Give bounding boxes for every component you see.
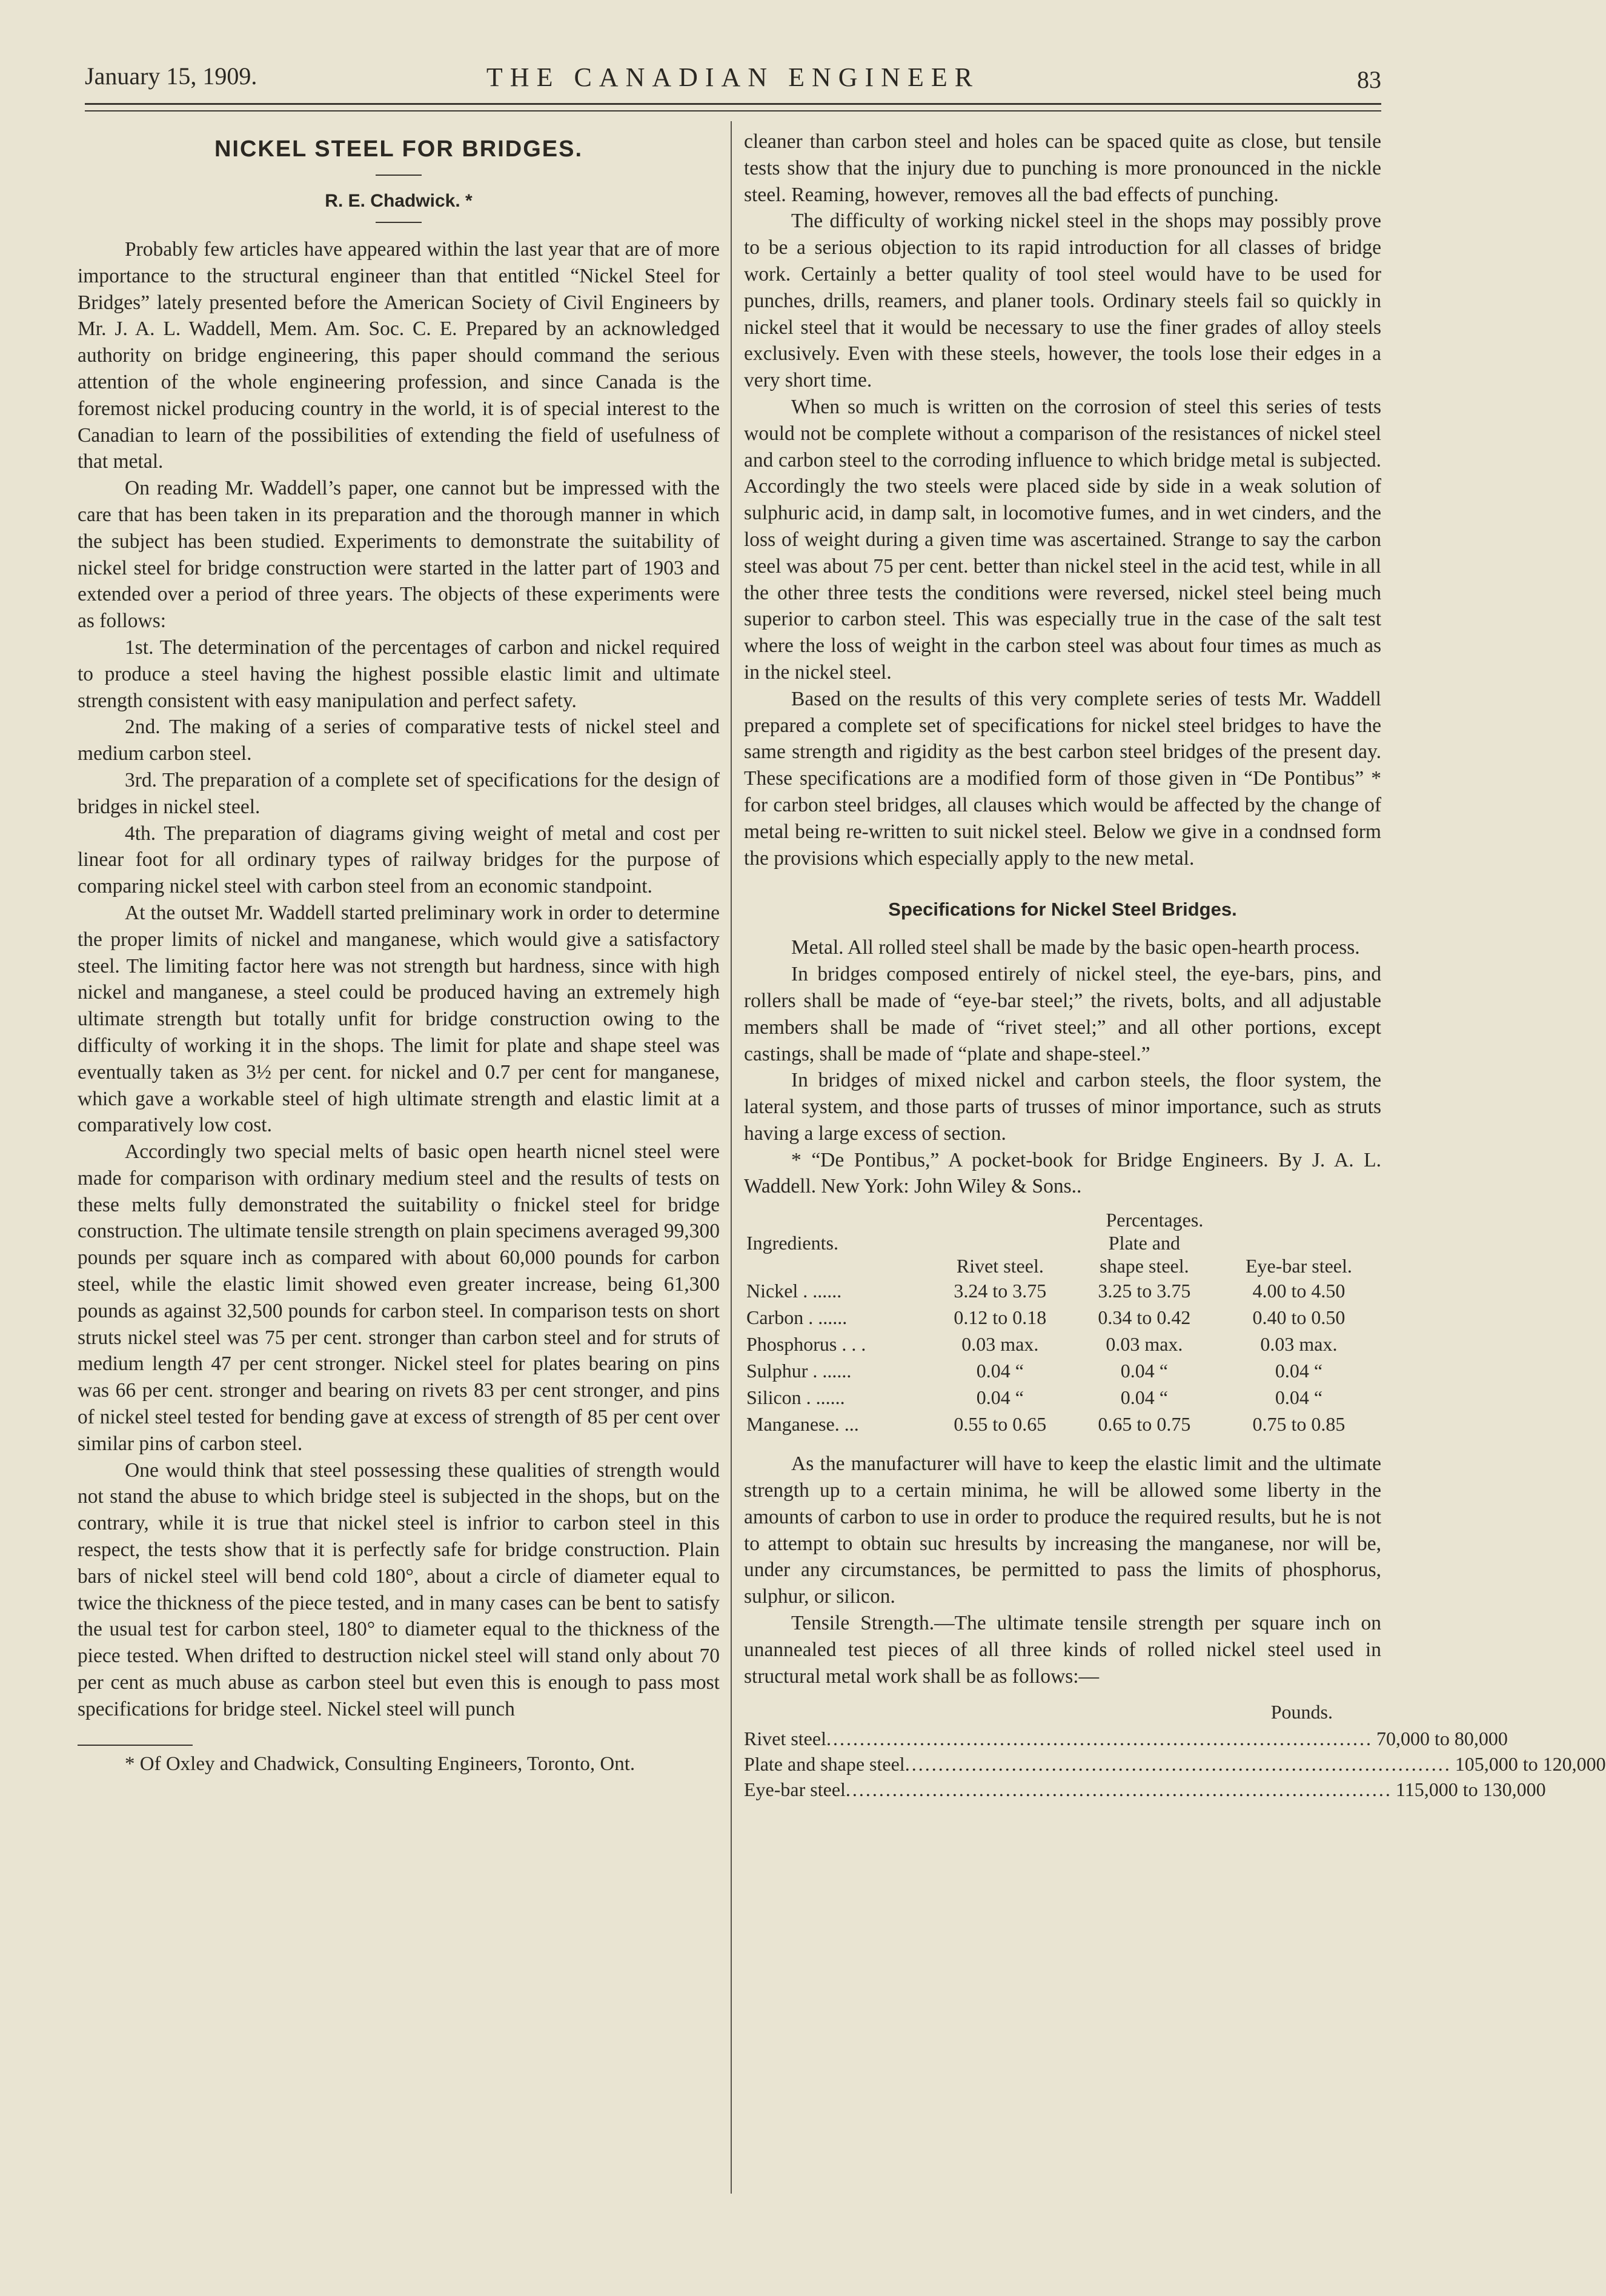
composition-table <box>744 1208 1381 1437</box>
ingredient-name: Carbon . ...... <box>746 1306 848 1329</box>
rivet-value: 0.12 to 0.18 <box>954 1306 1047 1329</box>
ingredient-name: Manganese. ... <box>746 1413 859 1436</box>
eyebar-value: 0.04 “ <box>1275 1360 1323 1382</box>
right-paragraph: Based on the results of this very complete series of tests Mr. Waddell prepared a complete set of specifications for nickel steel bridges to have the same strength and rigidity as the best carbon steel bridges of the present day. These specifications are a modified form of those given in “De Pontibus” * for carbon steel bridges, all clauses which would be affected by the change of metal being re-written to suit nickel steel. Below we give in a condnsed form the provisions which especially apply to the new metal. <box>744 687 1381 870</box>
column-divider <box>731 121 732 2194</box>
right-paragraph: cleaner than carbon steel and holes can be spaced quite as close, but tensile tests show that the injury due to punching is more pronounced in the nickle steel. Reaming, however, removes all the bad effects of punching. <box>744 130 1381 206</box>
tensile-strength-list <box>744 1698 1606 1802</box>
ingredient-name: Sulphur . ...... <box>746 1360 852 1382</box>
ingredient-name: Phosphorus . . . <box>746 1333 866 1356</box>
eyebar-value: 0.40 to 0.50 <box>1252 1306 1346 1329</box>
dot-leader: .................................................................................. <box>826 1728 1373 1750</box>
table-row <box>744 1357 1381 1384</box>
col-plate-line1: Plate and <box>1108 1232 1180 1254</box>
header-rule <box>85 103 1381 105</box>
left-paragraph: 3rd. The preparation of a complete set of specifications for the design of bridges in nickel steel. <box>78 768 720 818</box>
byline-rule <box>376 222 422 223</box>
ingredient-name: Silicon . ...... <box>746 1386 845 1409</box>
strength-range: 70,000 to 80,000 <box>1376 1728 1508 1750</box>
strength-range: 115,000 to 130,000 <box>1395 1779 1546 1801</box>
list-item <box>744 1726 1508 1751</box>
steel-kind: Plate and shape steel <box>744 1753 905 1775</box>
col-eyebar-steel: Eye-bar steel. <box>1245 1255 1352 1277</box>
plate-value: 0.65 to 0.75 <box>1098 1413 1191 1436</box>
dot-leader: .................................................................................. <box>904 1753 1452 1775</box>
table-row <box>744 1331 1381 1357</box>
spec-paragraph: Metal. All rolled steel shall be made by the basic open-hearth process. <box>791 936 1360 959</box>
col-ingredients: Ingredients. <box>746 1232 838 1254</box>
left-column <box>78 128 720 1776</box>
article-title: NICKEL STEEL FOR BRIDGES. <box>214 136 583 162</box>
specifications-heading: Specifications for Nickel Steel Bridges. <box>888 899 1237 920</box>
table-row <box>744 1384 1381 1411</box>
plate-value: 0.03 max. <box>1106 1333 1183 1356</box>
rivet-value: 0.55 to 0.65 <box>954 1413 1047 1436</box>
eyebar-value: 0.03 max. <box>1260 1333 1338 1356</box>
table-row <box>744 1411 1381 1437</box>
steel-kind: Eye-bar steel <box>744 1779 846 1801</box>
plate-value: 0.04 “ <box>1120 1360 1168 1382</box>
article-byline: R. E. Chadwick. * <box>325 191 473 211</box>
list-item <box>744 1751 1606 1777</box>
author-footnote: * Of Oxley and Chadwick, Consulting Engineers, Toronto, Ont. <box>125 1752 635 1775</box>
steel-kind: Rivet steel <box>744 1728 826 1750</box>
left-paragraph: 1st. The determination of the percentages of carbon and nickel required to produce a steel having the highest possible elastic limit and ultimate strength consistent with easy manipulation and perfect safety. <box>78 636 720 712</box>
page-header <box>85 58 1381 101</box>
spec-paragraph: As the manufacturer will have to keep the elastic limit and the ultimate strength up to a certain minima, he will be allowed some liberty in the amounts of carbon to use in order to produce the required results, but he is not to attempt to obtain suc hresults by increasing the manganese, nor will be, under any circumstances, be permitted to pass the limits of phosphorus, sulphur, or silicon. <box>744 1452 1381 1608</box>
eyebar-value: 4.00 to 4.50 <box>1252 1280 1346 1302</box>
eyebar-value: 0.04 “ <box>1275 1386 1323 1409</box>
table-row <box>744 1304 1381 1331</box>
plate-value: 0.34 to 0.42 <box>1098 1306 1191 1329</box>
col-rivet-steel: Rivet steel. <box>956 1255 1044 1277</box>
rivet-value: 0.03 max. <box>961 1333 1039 1356</box>
header-rule-thin <box>85 110 1381 111</box>
title-rule <box>376 175 422 176</box>
plate-value: 3.25 to 3.75 <box>1098 1280 1191 1302</box>
left-paragraph: Accordingly two special melts of basic open hearth nicnel steel were made for comparison with ordinary medium steel and the results of tests on these melts fully demonstrated the suitability o fnickel steel for bridge construction. The ultimate tensile strength on plain specimens averaged 99,300 pounds per square inch as compared with about 60,000 pounds for carbon steel, while the elastic limit showed even greater increase, being 61,300 pounds as against 32,500 pounds for carbon steel. In comparison tests on short struts nickel steel was 75 per cent. stronger than carbon steel and for struts of medium length 47 per cent stronger. Nickel steel for plates bearing on pins was 66 per cent. stronger and bearing on rivets 83 per cent stronger, and pins of nickel steel tested for bending gave at excess of strength of 85 per cent over similar pins of carbon steel. <box>78 1140 720 1455</box>
list-item <box>744 1777 1546 1802</box>
plate-value: 0.04 “ <box>1120 1386 1168 1409</box>
spec-paragraph: In bridges of mixed nickel and carbon steels, the floor system, the lateral system, and those parts of trusses of minor importance, such as struts having a large excess of section. <box>744 1069 1381 1145</box>
dot-leader: .................................................................................. <box>845 1779 1392 1801</box>
journal-title: THE CANADIAN ENGINEER <box>486 62 980 92</box>
pounds-header: Pounds. <box>1270 1701 1333 1723</box>
left-paragraph: At the outset Mr. Waddell started preliminary work in order to determine the proper limits of nickel and manganese, which would give a satisfactory steel. The limiting factor here was not strength but hardness, since with high nickel and manganese, a steel could be produced having an extremely high ultimate strength but totally unfit for bridge construction owing to the difficulty of working it in the shops. The limit for plate and shape steel was eventually taken as 3½ per cent. for nickel and 0.7 per cent for manganese, which gave a workable steel of high ultimate strength and elastic limit at a comparatively low cost. <box>78 901 720 1137</box>
spec-paragraph: Tensile Strength.—The ultimate tensile strength per square inch on unannealed test pieces of all three kinds of rolled nickel steel used in structural metal work shall be as follows:— <box>744 1612 1381 1688</box>
left-paragraph: 2nd. The making of a series of comparative tests of nickel steel and medium carbon steel. <box>78 716 720 765</box>
page-number: 83 <box>1357 66 1381 93</box>
eyebar-value: 0.75 to 0.85 <box>1252 1413 1346 1436</box>
rivet-value: 0.04 “ <box>976 1360 1024 1382</box>
left-paragraph: Probably few articles have appeared within the last year that are of more importance to the structural engineer than that entitled “Nickel Steel for Bridges” lately presented before the American Society of Civil Engineers by Mr. J. A. L. Waddell, Mem. Am. Soc. C. E. Prepared by an acknowledged authority on bridge engineering, this paper should command the serious attention of the whole engineering profession, and since Canada is the foremost nickel producing country in the world, it is of special interest to the Canadian to learn of the possibilities of extending the field of usefulness of that metal. <box>78 238 720 473</box>
col-plate-line2: shape steel. <box>1100 1255 1189 1277</box>
right-column <box>744 128 1606 1802</box>
left-paragraph: One would think that steel possessing these qualities of strength would not stand the abuse to which bridge steel is subjected in the shops, but on the contrary, while it is true that nickel steel is infrior to carbon steel in this respect, the tests show that it is perfectly safe for bridge construction. Plain bars of nickel steel will bend cold 180°, about a circle of diameter equal to twice the thickness of the piece tested, and in many cases can be bent to satisfy the usual test for carbon steel, 180° to diameter equal to the thickness of the piece tested. When drifted to destruction nickel steel will stand only about 70 per cent as much abuse as carbon steel but even this is enough to pass most specifications for bridge steel. Nickel steel will punch <box>78 1459 720 1720</box>
pontibus-note: * “De Pontibus,” A pocket-book for Bridge Engineers. By J. A. L. Waddell. New York: John Wiley & Sons.. <box>744 1148 1381 1198</box>
ingredient-name: Nickel . ...... <box>746 1280 842 1302</box>
right-paragraph: When so much is written on the corrosion of steel this series of tests would not be complete without a comparison of the resistances of nickel steel and carbon steel to the corroding influence to which bridge metal is subjected. Accordingly the two steels were placed side by side in a weak solution of sulphuric acid, in damp salt, in locomotive fumes, and in wet cinders, and the loss of weight during a given time was ascertained. Strange to say the carbon steel was about 75 per cent. better than nickel steel in the acid test, while in all the other three tests the conditions were reversed, nickel steel being much superior to carbon steel. This was especially true in the case of the salt test where the loss of weight in the carbon steel was about four times as much as in the nickel steel. <box>744 395 1381 684</box>
footnote-rule <box>78 1745 193 1746</box>
issue-date: January 15, 1909. <box>85 62 257 90</box>
left-paragraph: 4th. The preparation of diagrams giving weight of metal and cost per linear foot for all ordinary types of railway bridges for the purpose of comparing nickel steel with carbon steel from an economic standpoint. <box>78 822 720 898</box>
table-row <box>744 1277 1381 1304</box>
rivet-value: 0.04 “ <box>976 1386 1024 1409</box>
left-paragraph: On reading Mr. Waddell’s paper, one cannot but be impressed with the care that has been taken in its preparation and the thorough manner in which the subject has been studied. Experiments to demonstrate the suitability of nickel steel for bridge construction were started in the latter part of 1903 and extended over a period of three years. The objects of these experiments were as follows: <box>78 477 720 633</box>
rivet-value: 3.24 to 3.75 <box>954 1280 1047 1302</box>
strength-range: 105,000 to 120,000 <box>1455 1753 1606 1775</box>
right-paragraph: The difficulty of working nickel steel in the shops may possibly prove to be a serious objection to its rapid introduction for all classes of bridge work. Certainly a better quality of tool steel would have to be used for punches, drills, reamers, and planer tools. Ordinary steels fail so quickly in nickel steel that it would be necessary to use the finer grades of alloy steels exclusively. Even with these steels, however, the tools lose their edges in a very short time. <box>744 210 1381 392</box>
spec-paragraph: In bridges composed entirely of nickel steel, the eye-bars, pins, and rollers shall be made of “eye-bar steel;” the rivets, bolts, and all adjustable members shall be made of “rivet steel;” and all other portions, except castings, shall be made of “plate and shape-steel.” <box>744 963 1381 1065</box>
col-percentages: Percentages. <box>1106 1209 1204 1231</box>
